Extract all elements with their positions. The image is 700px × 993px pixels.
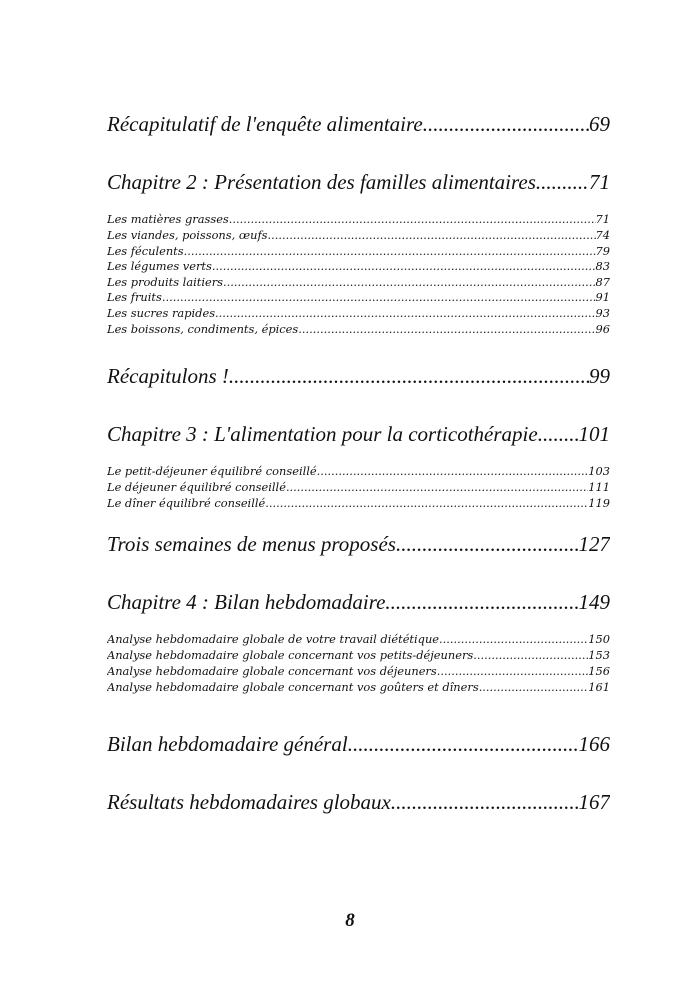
- toc-subentry[interactable]: [107, 664, 610, 680]
- toc-label: Analyse hebdomadaire globale concernant vos goûters et dîners: [107, 680, 479, 694]
- dot-leader: [184, 244, 596, 260]
- toc-label: Le dîner équilibré conseillé: [107, 496, 266, 510]
- toc-entry-chapitre-4[interactable]: [107, 590, 610, 615]
- dot-leader: [229, 364, 589, 389]
- toc-page: 91: [595, 290, 610, 304]
- toc-label: Récapitulatif de l'enquête alimentaire: [107, 112, 423, 136]
- dot-leader: [212, 259, 596, 275]
- toc-subentry[interactable]: [107, 228, 610, 244]
- dot-leader: [317, 464, 589, 480]
- toc-entry-chapitre-3[interactable]: [107, 422, 610, 447]
- toc-subentry[interactable]: [107, 306, 610, 322]
- toc-label: Résultats hebdomadaires globaux: [107, 790, 391, 814]
- toc-subentry[interactable]: [107, 275, 610, 291]
- toc-subentry[interactable]: [107, 322, 610, 338]
- toc-page: 150: [588, 632, 610, 646]
- toc-page: 153: [588, 648, 610, 662]
- toc-entry-resultats[interactable]: [107, 790, 610, 815]
- toc-subentry[interactable]: [107, 496, 610, 512]
- toc-label: Chapitre 2 : Présentation des familles alimentaires: [107, 170, 536, 194]
- toc-subentry[interactable]: [107, 244, 610, 260]
- toc-page: 83: [595, 259, 610, 273]
- toc-subentry[interactable]: [107, 632, 610, 648]
- toc-label: Analyse hebdomadaire globale de votre travail diététique: [107, 632, 440, 646]
- toc-label: Les boissons, condiments, épices: [107, 322, 299, 336]
- toc-subentry[interactable]: [107, 480, 610, 496]
- toc-label: Le petit-déjeuner équilibré conseillé: [107, 464, 317, 478]
- toc-entry-menus[interactable]: [107, 532, 610, 557]
- toc-label: Les féculents: [107, 244, 184, 258]
- toc-page: 79: [595, 244, 610, 258]
- toc-page: 71: [589, 170, 610, 194]
- toc-label: Récapitulons !: [107, 364, 229, 388]
- toc-subentry[interactable]: [107, 464, 610, 480]
- dot-leader: [385, 590, 578, 615]
- toc-subentry[interactable]: [107, 259, 610, 275]
- toc-label: Analyse hebdomadaire globale concernant vos petits-déjeuners: [107, 648, 474, 662]
- dot-leader: [348, 732, 579, 757]
- toc-page: 101: [578, 422, 610, 446]
- dot-leader: [479, 680, 589, 696]
- toc-entry-recapitulons[interactable]: [107, 364, 610, 389]
- toc-entry-recap-enquete[interactable]: [107, 112, 610, 137]
- dot-leader: [439, 632, 588, 648]
- toc-subentry[interactable]: [107, 680, 610, 696]
- toc-page: 93: [595, 306, 610, 320]
- dot-leader: [268, 228, 596, 244]
- toc-label: Chapitre 3 : L'alimentation pour la corticothérapie: [107, 422, 538, 446]
- dot-leader: [229, 212, 596, 228]
- dot-leader: [286, 480, 588, 496]
- toc-page: 96: [595, 322, 610, 336]
- dot-leader: [423, 112, 589, 137]
- dot-leader: [298, 322, 595, 338]
- toc-page: 156: [588, 664, 610, 678]
- toc-label: Analyse hebdomadaire globale concernant vos déjeuners: [107, 664, 437, 678]
- toc-label: Les viandes, poissons, œufs: [107, 228, 268, 242]
- dot-leader: [473, 648, 588, 664]
- toc-page: 99: [589, 364, 610, 388]
- toc-entry-bilan[interactable]: [107, 732, 610, 757]
- toc-page: 166: [578, 732, 610, 756]
- toc-label: Les légumes verts: [107, 259, 212, 273]
- toc-page: 161: [588, 680, 610, 694]
- toc-page: 119: [588, 496, 610, 510]
- toc-page: 69: [589, 112, 610, 136]
- page-number: 8: [345, 910, 355, 931]
- dot-leader: [536, 170, 589, 195]
- dot-leader: [162, 290, 596, 306]
- toc-subentry[interactable]: [107, 290, 610, 306]
- toc-page: 127: [578, 532, 610, 556]
- toc-subentry[interactable]: [107, 648, 610, 664]
- toc-label: Le déjeuner équilibré conseillé: [107, 480, 286, 494]
- dot-leader: [223, 275, 595, 291]
- toc-label: Les sucres rapides: [107, 306, 216, 320]
- toc-page: 111: [588, 480, 610, 494]
- toc-page: 149: [578, 590, 610, 614]
- toc-label: Les produits laitiers: [107, 275, 224, 289]
- toc-page: 74: [595, 228, 610, 242]
- toc-label: Les fruits: [107, 290, 162, 304]
- toc-subentry[interactable]: [107, 212, 610, 228]
- dot-leader: [265, 496, 588, 512]
- dot-leader: [538, 422, 579, 447]
- toc-page: 103: [588, 464, 610, 478]
- dot-leader: [215, 306, 595, 322]
- toc-label: Trois semaines de menus proposés: [107, 532, 396, 556]
- toc-page: 71: [595, 212, 610, 226]
- dot-leader: [437, 664, 589, 680]
- toc-label: Les matières grasses: [107, 212, 229, 226]
- toc-label: Bilan hebdomadaire général: [107, 732, 348, 756]
- toc-page: 167: [578, 790, 610, 814]
- dot-leader: [391, 790, 579, 815]
- toc-label: Chapitre 4 : Bilan hebdomadaire: [107, 590, 386, 614]
- dot-leader: [396, 532, 579, 557]
- toc-page: 87: [595, 275, 610, 289]
- toc-entry-chapitre-2[interactable]: [107, 170, 610, 195]
